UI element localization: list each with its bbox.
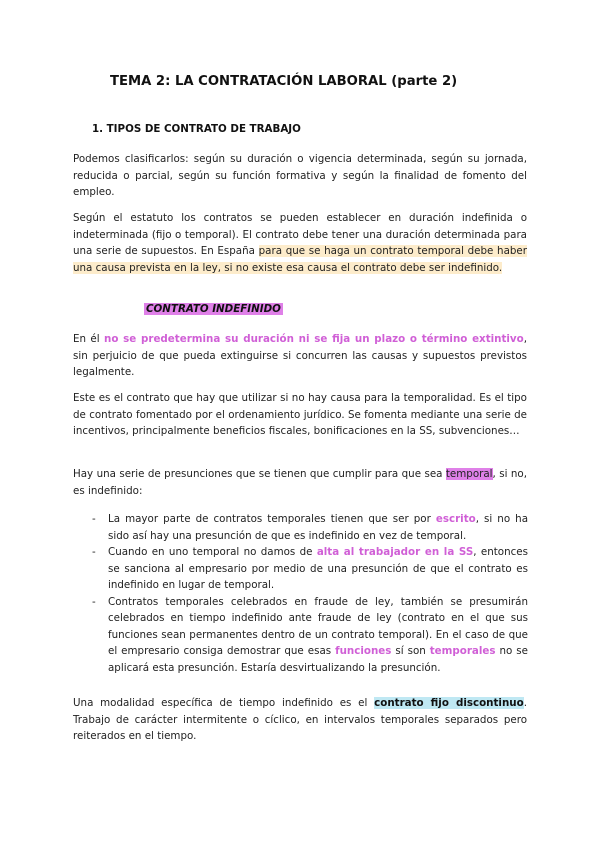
subsection-title: CONTRATO INDEFINIDO [146, 303, 281, 315]
list-item [92, 544, 528, 594]
emphasis-pink: alta al trabajador en la SS [316, 546, 474, 558]
presumptions-list [92, 511, 528, 676]
highlight-yellow: para que se haga un contrato temporal debe haber una causa prevista en la ley, si no existe esa causa el contrato debe ser indefinido. [73, 245, 527, 274]
emphasis-pink: no se predetermina su duración ni se fija un plazo o término extintivo [104, 333, 524, 345]
emphasis-pink: escrito [435, 513, 476, 525]
text: no se aplicará esta presunción. Estaría desvirtualizando la presunción. [108, 645, 528, 674]
list-item [92, 594, 528, 677]
paragraph-fomento: Este es el contrato que hay que utilizar si no hay causa para la temporalidad. Es el tipo de contrato fomentado por el ordenamiento jurídico. Se fomenta mediante una serie de incentivos, principalmente beneficios fiscales, bonificaciones en la SS, subvenciones… [73, 392, 527, 437]
highlight-purple: temporal [445, 468, 493, 480]
text: sí son [391, 645, 430, 657]
text: La mayor parte de contratos temporales tienen que ser por [108, 513, 436, 525]
paragraph-estatuto [73, 210, 527, 276]
paragraph-fijo-discontinuo [73, 695, 527, 745]
text: Hay una serie de presunciones que se tienen que cumplir para que sea [73, 468, 446, 480]
text: , sin perjuicio de que pueda extinguirse si concurren las causas y supuestos previstos legalmente. [73, 333, 528, 378]
page-title: TEMA 2: LA CONTRATACIÓN LABORAL (parte 2) [110, 74, 458, 89]
text: . Trabajo de carácter intermitente o cíclico, en intervalos temporales separados pero reiterados en el tiempo. [73, 697, 527, 742]
emphasis-pink: temporales [429, 645, 496, 657]
text: , entonces se sanciona al empresario por medio de una presunción de que el contrato es indefinido en lugar de temporal. [108, 546, 528, 591]
text: Una modalidad específica de tiempo indefinido es el [73, 697, 375, 709]
text: Contratos temporales celebrados en fraude de ley, también se presumirán celebrados en tiempo indefinido ante fraude de ley (contrato en el que sus funciones sean permanentes dentro de un contrato temporal). En el caso de que el empresario consiga demostrar que esas [108, 595, 528, 657]
bullet-dash: - [92, 546, 96, 558]
list-item [92, 511, 528, 544]
section-heading: 1. TIPOS DE CONTRATO DE TRABAJO [92, 123, 301, 135]
paragraph-presunciones [73, 466, 527, 499]
emphasis-pink: funciones [335, 645, 392, 657]
text: , si no, es indefinido: [73, 468, 527, 497]
paragraph-definition [73, 331, 527, 381]
highlight-blue: contrato fijo discontinuo [374, 697, 524, 709]
bullet-dash: - [92, 595, 96, 608]
text: , si no ha sido así hay una presunción de que es indefinido en vez de temporal. [108, 513, 529, 542]
text: En él [73, 333, 105, 345]
paragraph-classification: Podemos clasificarlos: según su duración o vigencia determinada, según su jornada, reducida o parcial, según su función formativa y según la finalidad de fomento del empleo. [73, 153, 527, 198]
text: Según el estatuto los contratos se pueden establecer en duración indefinida o indeterminada (fijo o temporal). El contrato debe tener una duración determinada para una serie de supuestos. En España [73, 212, 527, 257]
text: Cuando en uno temporal no damos de [108, 546, 317, 558]
bullet-dash: - [92, 513, 96, 525]
